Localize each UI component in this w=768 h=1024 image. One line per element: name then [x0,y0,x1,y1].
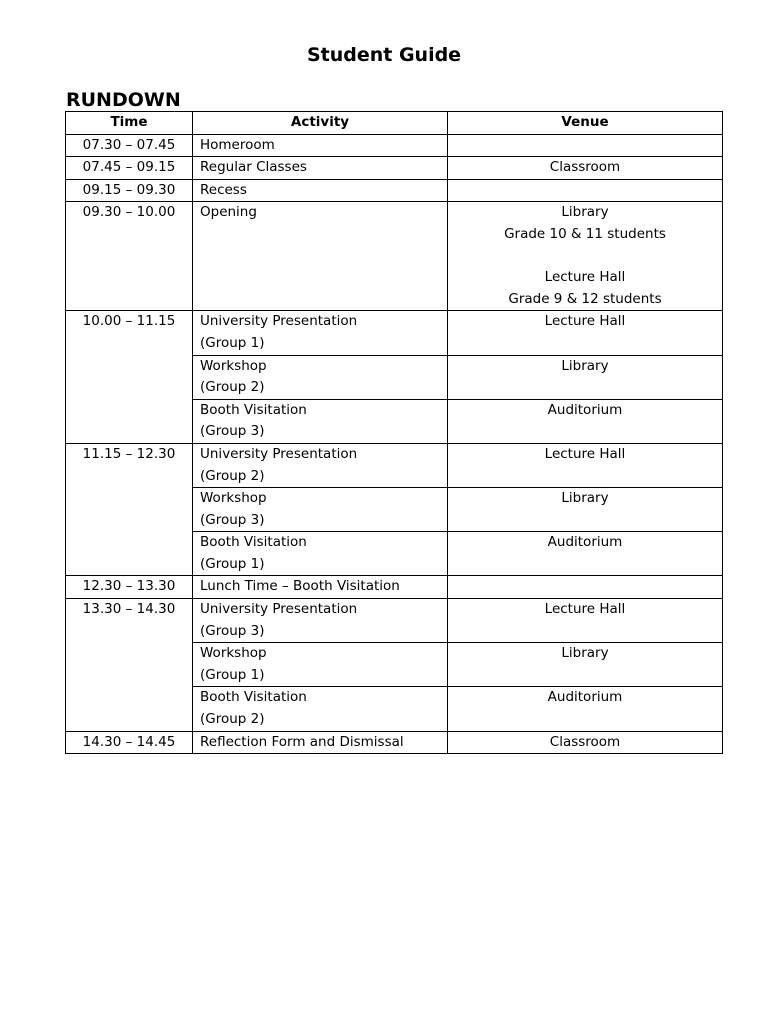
venue-cell [448,687,723,731]
time-cell: 07.45 – 09.15 [66,157,193,180]
venue-cell [448,134,723,157]
venue-line: Library [561,490,609,507]
page-title: Student Guide [306,44,462,66]
activity-cell [193,687,448,731]
table-row [66,599,723,643]
table-header [66,112,723,135]
venue-cell [448,399,723,443]
venue-cell [448,157,723,180]
venue-cell [448,355,723,399]
activity-line: (Group 3) [200,622,265,639]
table-row [66,576,723,599]
venue-cell [448,311,723,355]
activity-line: (Group 3) [200,423,265,440]
time-cell: 09.30 – 10.00 [66,202,193,311]
activity-cell [193,643,448,687]
activity-cell [193,532,448,576]
venue-line: Grade 9 & 12 students [508,290,662,307]
table-row [66,311,723,355]
venue-cell [448,179,723,202]
time-cell: 13.30 – 14.30 [66,599,193,732]
venue-cell [448,202,723,311]
venue-line: Lecture Hall [544,445,626,462]
time-cell: 14.30 – 14.45 [66,731,193,754]
activity-cell [193,134,448,157]
activity-line: (Group 3) [200,511,265,528]
venue-line: Lecture Hall [544,269,626,286]
venue-line: Auditorium [547,401,623,418]
activity-cell [193,179,448,202]
venue-line: Library [561,357,609,374]
column-header-time: Time [66,112,193,135]
activity-line: Booth Visitation [200,401,307,418]
activity-line: Booth Visitation [200,689,307,706]
activity-line: Lunch Time – Booth Visitation [200,578,400,595]
activity-line: Regular Classes [200,159,307,176]
activity-line: Workshop [200,357,267,374]
activity-cell [193,599,448,643]
time-cell: 09.15 – 09.30 [66,179,193,202]
venue-cell [448,532,723,576]
table-row [66,731,723,754]
activity-cell [193,731,448,754]
activity-line: University Presentation [200,313,358,330]
venue-cell [448,488,723,532]
activity-line: (Group 1) [200,555,265,572]
venue-line: Classroom [549,733,621,750]
activity-line: Recess [200,181,247,198]
activity-cell [193,488,448,532]
activity-line: (Group 2) [200,379,265,396]
venue-line: Lecture Hall [544,601,626,618]
table-row [66,202,723,311]
activity-line: Booth Visitation [200,534,307,551]
table-row [66,134,723,157]
table-body [66,134,723,754]
activity-line: (Group 1) [200,334,265,351]
activity-cell [193,399,448,443]
venue-line: Grade 10 & 11 students [504,225,666,242]
time-cell: 07.30 – 07.45 [66,134,193,157]
time-cell: 10.00 – 11.15 [66,311,193,444]
section-heading: RUNDOWN [66,89,181,111]
activity-cell [193,157,448,180]
table-row [66,179,723,202]
activity-line: (Group 2) [200,711,265,728]
time-cell: 11.15 – 12.30 [66,443,193,576]
activity-line: Opening [200,204,257,221]
venue-cell [448,576,723,599]
activity-cell [193,576,448,599]
venue-line: Library [561,645,609,662]
activity-line: University Presentation [200,445,358,462]
venue-line [455,246,715,268]
table-row [66,443,723,487]
time-cell: 12.30 – 13.30 [66,576,193,599]
activity-cell [193,355,448,399]
venue-cell [448,643,723,687]
activity-line: University Presentation [200,601,358,618]
venue-line: Library [561,204,609,221]
venue-cell [448,443,723,487]
activity-cell [193,443,448,487]
venue-line: Auditorium [547,689,623,706]
venue-line: Lecture Hall [544,313,626,330]
activity-line: Workshop [200,645,267,662]
activity-cell [193,202,448,311]
activity-cell [193,311,448,355]
table-row [66,157,723,180]
activity-line: Reflection Form and Dismissal [200,733,404,750]
column-header-activity: Activity [193,112,448,135]
activity-line: Homeroom [200,136,275,153]
activity-line: Workshop [200,490,267,507]
venue-cell [448,599,723,643]
venue-line: Classroom [549,159,621,176]
venue-cell [448,731,723,754]
header-row [66,112,723,135]
activity-line: (Group 2) [200,467,265,484]
venue-line: Auditorium [547,534,623,551]
rundown-table [65,111,723,754]
activity-line: (Group 1) [200,666,265,683]
column-header-venue: Venue [448,112,723,135]
